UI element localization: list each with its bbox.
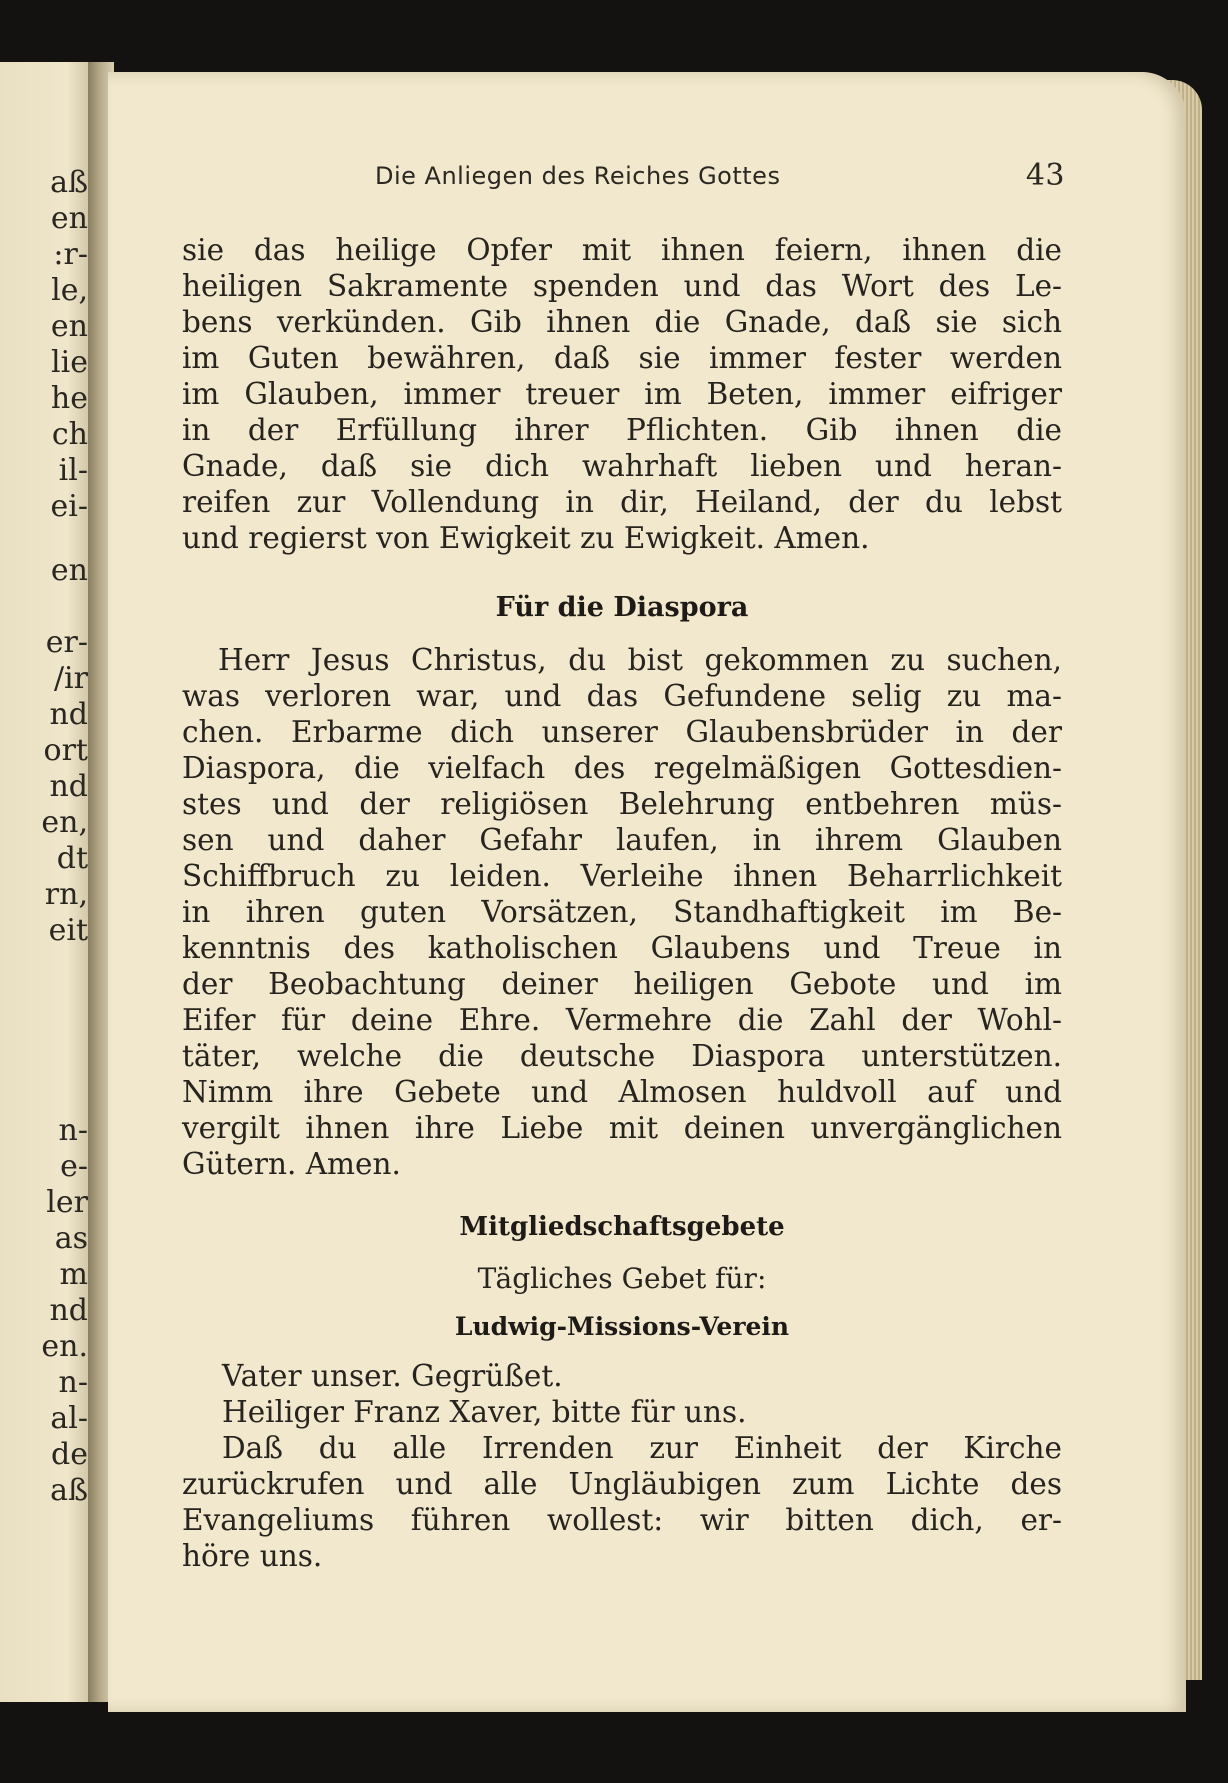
heading-diaspora: Für die Diaspora <box>495 592 749 623</box>
left-page-fragment: nd <box>49 769 88 804</box>
left-page-fragment: en <box>50 201 88 236</box>
text-line: zurückrufen und alle Ungläubigen zum Lichte des <box>182 1467 1062 1501</box>
text-line: was verloren war, und das Gefundene selig zu ma- <box>182 679 1062 713</box>
left-page-fragment: m <box>59 1257 88 1292</box>
text-line: in der Erfüllung ihrer Pflichten. Gib ihnen die <box>182 413 1062 447</box>
left-page-fragment: er- <box>45 625 88 660</box>
text-line: Heiliger Franz Xaver, bitte für uns. <box>222 1395 747 1429</box>
text-line: Gütern. Amen. <box>182 1147 401 1181</box>
text-line: chen. Erbarme dich unserer Glaubensbrüder in der <box>182 715 1062 749</box>
text-line: täter, welche die deutsche Diaspora unterstützen. <box>182 1039 1062 1073</box>
left-page-fragment: dt <box>56 841 88 876</box>
subheading-daily-prayer: Tägliches Gebet für: <box>477 1262 767 1295</box>
left-page-fragment: eit <box>48 913 88 948</box>
left-page-fragment: de <box>51 1437 88 1472</box>
left-page-fragment: aß <box>50 1473 88 1508</box>
text-line: in ihren guten Vorsätzen, Standhaftigkeit im Be- <box>182 895 1062 929</box>
left-page-fragment: lie <box>51 345 88 380</box>
text-line: Nimm ihre Gebete und Almosen huldvoll auf und <box>182 1075 1062 1109</box>
left-page-fragment: e- <box>60 1149 88 1184</box>
text-line: und regierst von Ewigkeit zu Ewigkeit. Amen. <box>182 521 870 555</box>
text-line: kenntnis des katholischen Glaubens und Treue in <box>182 931 1062 965</box>
left-page-fragment: as <box>54 1221 88 1256</box>
left-page-fragment: en <box>50 309 88 344</box>
text-line: Evangeliums führen wollest: wir bitten dich, er- <box>182 1503 1062 1537</box>
left-page-fragment: en. <box>41 1329 88 1364</box>
heading-mitgliedschaftsgebete: Mitgliedschaftsgebete <box>459 1212 785 1242</box>
text-line: Diaspora, die vielfach des regelmäßigen Gottesdien- <box>182 751 1062 785</box>
left-page-fragment: he <box>50 381 88 416</box>
text-line: Herr Jesus Christus, du bist gekommen zu suchen, <box>218 643 1062 677</box>
text-line: Daß du alle Irrenden zur Einheit der Kirche <box>222 1431 1062 1465</box>
left-page-fragment: rn, <box>44 877 88 912</box>
text-line: bens verkünden. Gib ihnen die Gnade, daß sie sich <box>182 305 1062 339</box>
text-line: reifen zur Vollendung in dir, Heiland, der du lebst <box>182 485 1062 519</box>
text-line: Schiffbruch zu leiden. Verleihe ihnen Beharrlichkeit <box>182 859 1062 893</box>
left-page-fragment: il- <box>58 453 88 488</box>
left-page-fragment: n- <box>58 1113 88 1148</box>
running-title: Die Anliegen des Reiches Gottes <box>375 162 781 190</box>
page-number: 43 <box>1025 158 1065 193</box>
text-line: heiligen Sakramente spenden und das Wort des Le- <box>182 269 1062 303</box>
text-line: sen und daher Gefahr laufen, in ihrem Glauben <box>182 823 1062 857</box>
text-line: sie das heilige Opfer mit ihnen feiern, ihnen die <box>182 233 1062 267</box>
text-line: Vater unser. Gegrüßet. <box>222 1359 563 1393</box>
text-line: vergilt ihnen ihre Liebe mit deinen unvergänglichen <box>182 1111 1062 1145</box>
text-line: Gnade, daß sie dich wahrhaft lieben und heran- <box>182 449 1062 483</box>
left-page-fragment: /ir <box>53 661 88 696</box>
left-facing-page <box>0 62 96 1702</box>
left-page-fragment: nd <box>49 1293 88 1328</box>
heading-ludwig-missions-verein: Ludwig-Missions-Verein <box>454 1312 790 1341</box>
left-page-fragment: al- <box>50 1401 88 1436</box>
text-line: im Glauben, immer treuer im Beten, immer eifriger <box>182 377 1062 411</box>
text-line: im Guten bewähren, daß sie immer fester werden <box>182 341 1062 375</box>
left-page-fragment: ch <box>51 417 88 452</box>
left-page-fragment: le, <box>51 273 88 308</box>
left-page-fragment: en, <box>41 805 88 840</box>
left-page-fragment: ei- <box>50 489 88 524</box>
left-page-fragment: nd <box>49 697 88 732</box>
left-page-fragment: ort <box>43 733 88 768</box>
left-page-fragment: ler <box>46 1185 88 1220</box>
left-page-fragment: :r- <box>53 237 88 272</box>
text-line: stes und der religiösen Belehrung entbehren müs- <box>182 787 1062 821</box>
text-line: der Beobachtung deiner heiligen Gebote und im <box>182 967 1062 1001</box>
left-page-fragment: aß <box>50 165 88 200</box>
left-page-fragment: n- <box>58 1365 88 1400</box>
left-page-fragment: en <box>50 553 88 588</box>
text-line: Eifer für deine Ehre. Vermehre die Zahl der Wohl- <box>182 1003 1062 1037</box>
text-line: höre uns. <box>182 1539 323 1573</box>
